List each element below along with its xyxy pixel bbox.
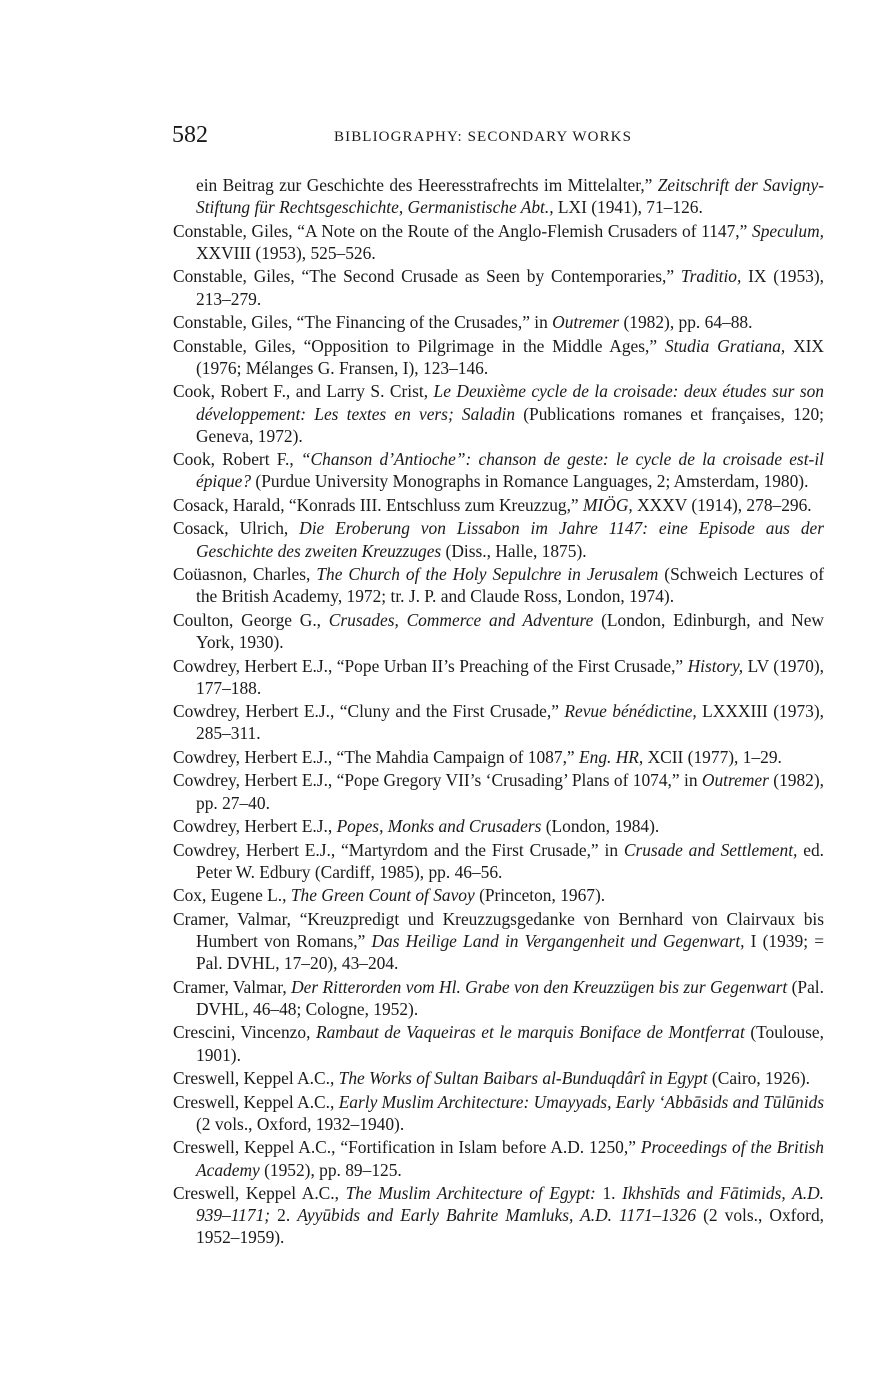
bibliography-entry [173, 563, 824, 607]
entry-title-italic: Traditio, [680, 266, 742, 287]
entry-title-italic: Proceedings of the British Academy [196, 1137, 825, 1180]
page-header [0, 119, 872, 151]
bibliography-entry [173, 220, 824, 264]
entry-text: XIX (1976; Mélanges G. Fransen, I), 123–146. [196, 335, 824, 378]
entry-text: Creswell, Keppel A.C., “Fortification in Islam before A.D. 1250,” [173, 1137, 641, 1158]
entry-text: XCII (1977), 1–29. [643, 746, 782, 767]
entry-text: XXXV (1914), 278–296. [632, 494, 812, 515]
entry-text: Cowdrey, Herbert E.J., “Pope Gregory VII’s ‘Crusading’ Plans of 1074,” in [173, 770, 702, 791]
entry-text: (2 vols., Oxford, 1952–1959). [196, 1205, 825, 1248]
entry-title-italic: Outremer [701, 770, 769, 791]
bibliography-entry [173, 265, 824, 309]
entry-text: LV (1970), 177–188. [196, 655, 824, 698]
bibliography-entry [173, 1021, 824, 1065]
bibliography-entry [173, 494, 824, 516]
entry-text: LXXXIII (1973), 285–311. [196, 701, 824, 744]
entry-text: (Pal. DVHL, 46–48; Cologne, 1952). [196, 976, 824, 1019]
entry-title-italic: Revue bénédictine, [564, 701, 697, 722]
entry-text: (1952), pp. 89–125. [259, 1159, 402, 1180]
entry-text: LXI (1941), 71–126. [553, 197, 703, 218]
entry-text: Cook, Robert F., [173, 449, 301, 470]
entry-title-italic: Die Eroberung von Lissabon im Jahre 1147: eine Episode aus der Geschichte des zweiten Kreuzzuges [196, 518, 824, 561]
entry-title-italic: Studia Gratiana, [664, 335, 786, 356]
entry-text: (Princeton, 1967). [474, 885, 606, 906]
entry-title-italic: Outremer [552, 312, 620, 333]
page-number: 582 [172, 122, 208, 148]
entry-title-italic: “Chanson d’Antioche”: chanson de geste: le cycle de la croisade est-il épique? [196, 449, 824, 492]
entry-text: Constable, Giles, “A Note on the Route of the Anglo-Flemish Crusaders of 1147,” [173, 220, 753, 241]
entry-text: XXVIII (1953), 525–526. [196, 242, 376, 263]
entry-text: (2 vols., Oxford, 1932–1940). [196, 1113, 405, 1134]
entry-title-italic: Der Ritterorden vom Hl. Grabe von den Kreuzzügen bis zur Gegenwart [291, 976, 788, 997]
entry-text: Creswell, Keppel A.C., [173, 1068, 339, 1089]
running-head: BIBLIOGRAPHY: SECONDARY WORKS [334, 129, 633, 145]
entry-text: Coüasnon, Charles, [173, 564, 317, 585]
entry-text: Cowdrey, Herbert E.J., “The Mahdia Campaign of 1087,” [173, 746, 579, 767]
entry-title-italic: Das Heilige Land in Vergangenheit und Gegenwart, [371, 931, 745, 952]
bibliography-entry [173, 1067, 824, 1089]
bibliography-entry [173, 1136, 824, 1180]
entry-text: Cosack, Harald, “Konrads III. Entschluss zum Kreuzzug,” [173, 494, 583, 515]
entry-text: Cramer, Valmar, [173, 976, 292, 997]
bibliography-entry [173, 815, 824, 837]
bibliography-entry [173, 746, 824, 768]
bibliography-entry [173, 1182, 824, 1249]
entry-title-italic: Le Deuxième cycle de la croisade: deux études sur son développement: Les textes en vers; Saladin [196, 381, 824, 424]
bibliography-entry [173, 839, 824, 883]
bibliography-entry [173, 609, 824, 653]
entry-title-italic: Early Muslim Architecture: Umayyads, Early ‘Abbāsids and Tūlūnids [338, 1091, 824, 1112]
entry-title-italic: Crusades, Commerce and Adventure [328, 609, 594, 630]
bibliography-entry [173, 448, 824, 492]
entry-text: (Diss., Halle, 1875). [441, 540, 587, 561]
entry-title-italic: MIÖG, [583, 494, 633, 515]
entry-text: Cosack, Ulrich, [173, 518, 300, 539]
entry-title-italic: The Works of Sultan Baibars al-Bunduqdârî in Egypt [338, 1068, 708, 1089]
entry-title-italic: Rambaut de Vaqueiras et le marquis Boniface de Montferrat [315, 1022, 745, 1043]
entry-text: (Toulouse, 1901). [196, 1022, 824, 1065]
entry-text: IX (1953), 213–279. [196, 266, 824, 309]
entry-text: (London, Edinburgh, and New York, 1930). [196, 609, 824, 653]
entry-title-italic: The Green Count of Savoy [290, 885, 475, 906]
entry-text: Crescini, Vincenzo, [173, 1022, 316, 1043]
entry-text: Coulton, George G., [173, 609, 329, 630]
bibliography-entry [173, 655, 824, 699]
entry-title-italic: Speculum, [752, 220, 824, 241]
bibliography-entry [173, 335, 824, 379]
entry-text: 1. [595, 1183, 623, 1204]
entry-text: I (1939; = Pal. DVHL, 17–20), 43–204. [196, 931, 824, 974]
entry-text: (1982), pp. 64–88. [619, 312, 753, 333]
entry-text: Cox, Eugene L., [173, 885, 291, 906]
entry-title-italic: History, [687, 655, 744, 676]
entry-text: Cowdrey, Herbert E.J., “Martyrdom and the First Crusade,” in [173, 839, 624, 860]
bibliography-entry [173, 884, 824, 906]
entry-title-italic: Ayyūbids and Early Bahrite Mamluks, A.D. 1171–1326 [297, 1205, 697, 1226]
entry-text: Creswell, Keppel A.C., [173, 1091, 339, 1112]
bibliography-entry [173, 311, 824, 333]
entry-text: Cook, Robert F., and Larry S. Crist, [173, 381, 434, 402]
entry-title-italic: The Muslim Architecture of Egypt: [345, 1183, 596, 1204]
bibliography-list [173, 174, 824, 1250]
entry-title-italic: Zeitschrift der Savigny-Stiftung für Rechtsgeschichte, Germanistische Abt., [196, 175, 825, 218]
entry-text: Constable, Giles, “The Second Crusade as Seen by Contemporaries,” [173, 266, 681, 287]
entry-text: Cowdrey, Herbert E.J., “Cluny and the First Crusade,” [173, 701, 565, 722]
entry-text: (Cairo, 1926). [707, 1068, 810, 1089]
bibliography-entry [173, 700, 824, 744]
bibliography-entry [173, 517, 824, 561]
entry-text: (Purdue University Monographs in Romance Languages, 2; Amsterdam, 1980). [251, 471, 809, 492]
entry-text: Constable, Giles, “The Financing of the Crusades,” in [173, 312, 553, 333]
entry-text: (London, 1984). [541, 816, 660, 837]
entry-text: Cramer, Valmar, “Kreuzpredigt und Kreuzzugsgedanke von Bernhard von Clairvaux bis Humbert von Romans,” [173, 908, 824, 952]
bibliography-entry [173, 976, 824, 1020]
bibliography-entry [173, 1091, 824, 1135]
entry-text: Cowdrey, Herbert E.J., “Pope Urban II’s Preaching of the First Crusade,” [173, 655, 688, 676]
entry-text: ein Beitrag zur Geschichte des Heeresstrafrechts im Mittelalter,” [196, 175, 658, 195]
entry-text: (Schweich Lectures of the British Academy, 1972; tr. J. P. and Claude Ross, London, 1974). [196, 564, 825, 607]
bibliography-entry-continued [173, 174, 824, 218]
bibliography-entry [173, 380, 824, 447]
entry-text: (Publications romanes et françaises, 120; Geneva, 1972). [196, 403, 824, 446]
entry-text: Cowdrey, Herbert E.J., [173, 816, 337, 837]
bibliography-entry [173, 908, 824, 975]
entry-text: Constable, Giles, “Opposition to Pilgrimage in the Middle Ages,” [173, 335, 665, 356]
entry-title-italic: Crusade and Settlement, [623, 839, 798, 860]
entry-text: (1982), pp. 27–40. [196, 770, 824, 813]
entry-title-italic: Eng. HR, [579, 746, 644, 767]
entry-text: ed. Peter W. Edbury (Cardiff, 1985), pp. 46–56. [196, 839, 824, 882]
entry-title-italic: Ikhshīds and Fātimids, A.D. 939–1171; [196, 1183, 824, 1226]
entry-text: 2. [270, 1205, 298, 1226]
entry-title-italic: The Church of the Holy Sepulchre in Jerusalem [316, 564, 659, 585]
bibliography-entry [173, 769, 824, 813]
entry-text: Creswell, Keppel A.C., [173, 1183, 346, 1204]
entry-title-italic: Popes, Monks and Crusaders [336, 816, 542, 837]
